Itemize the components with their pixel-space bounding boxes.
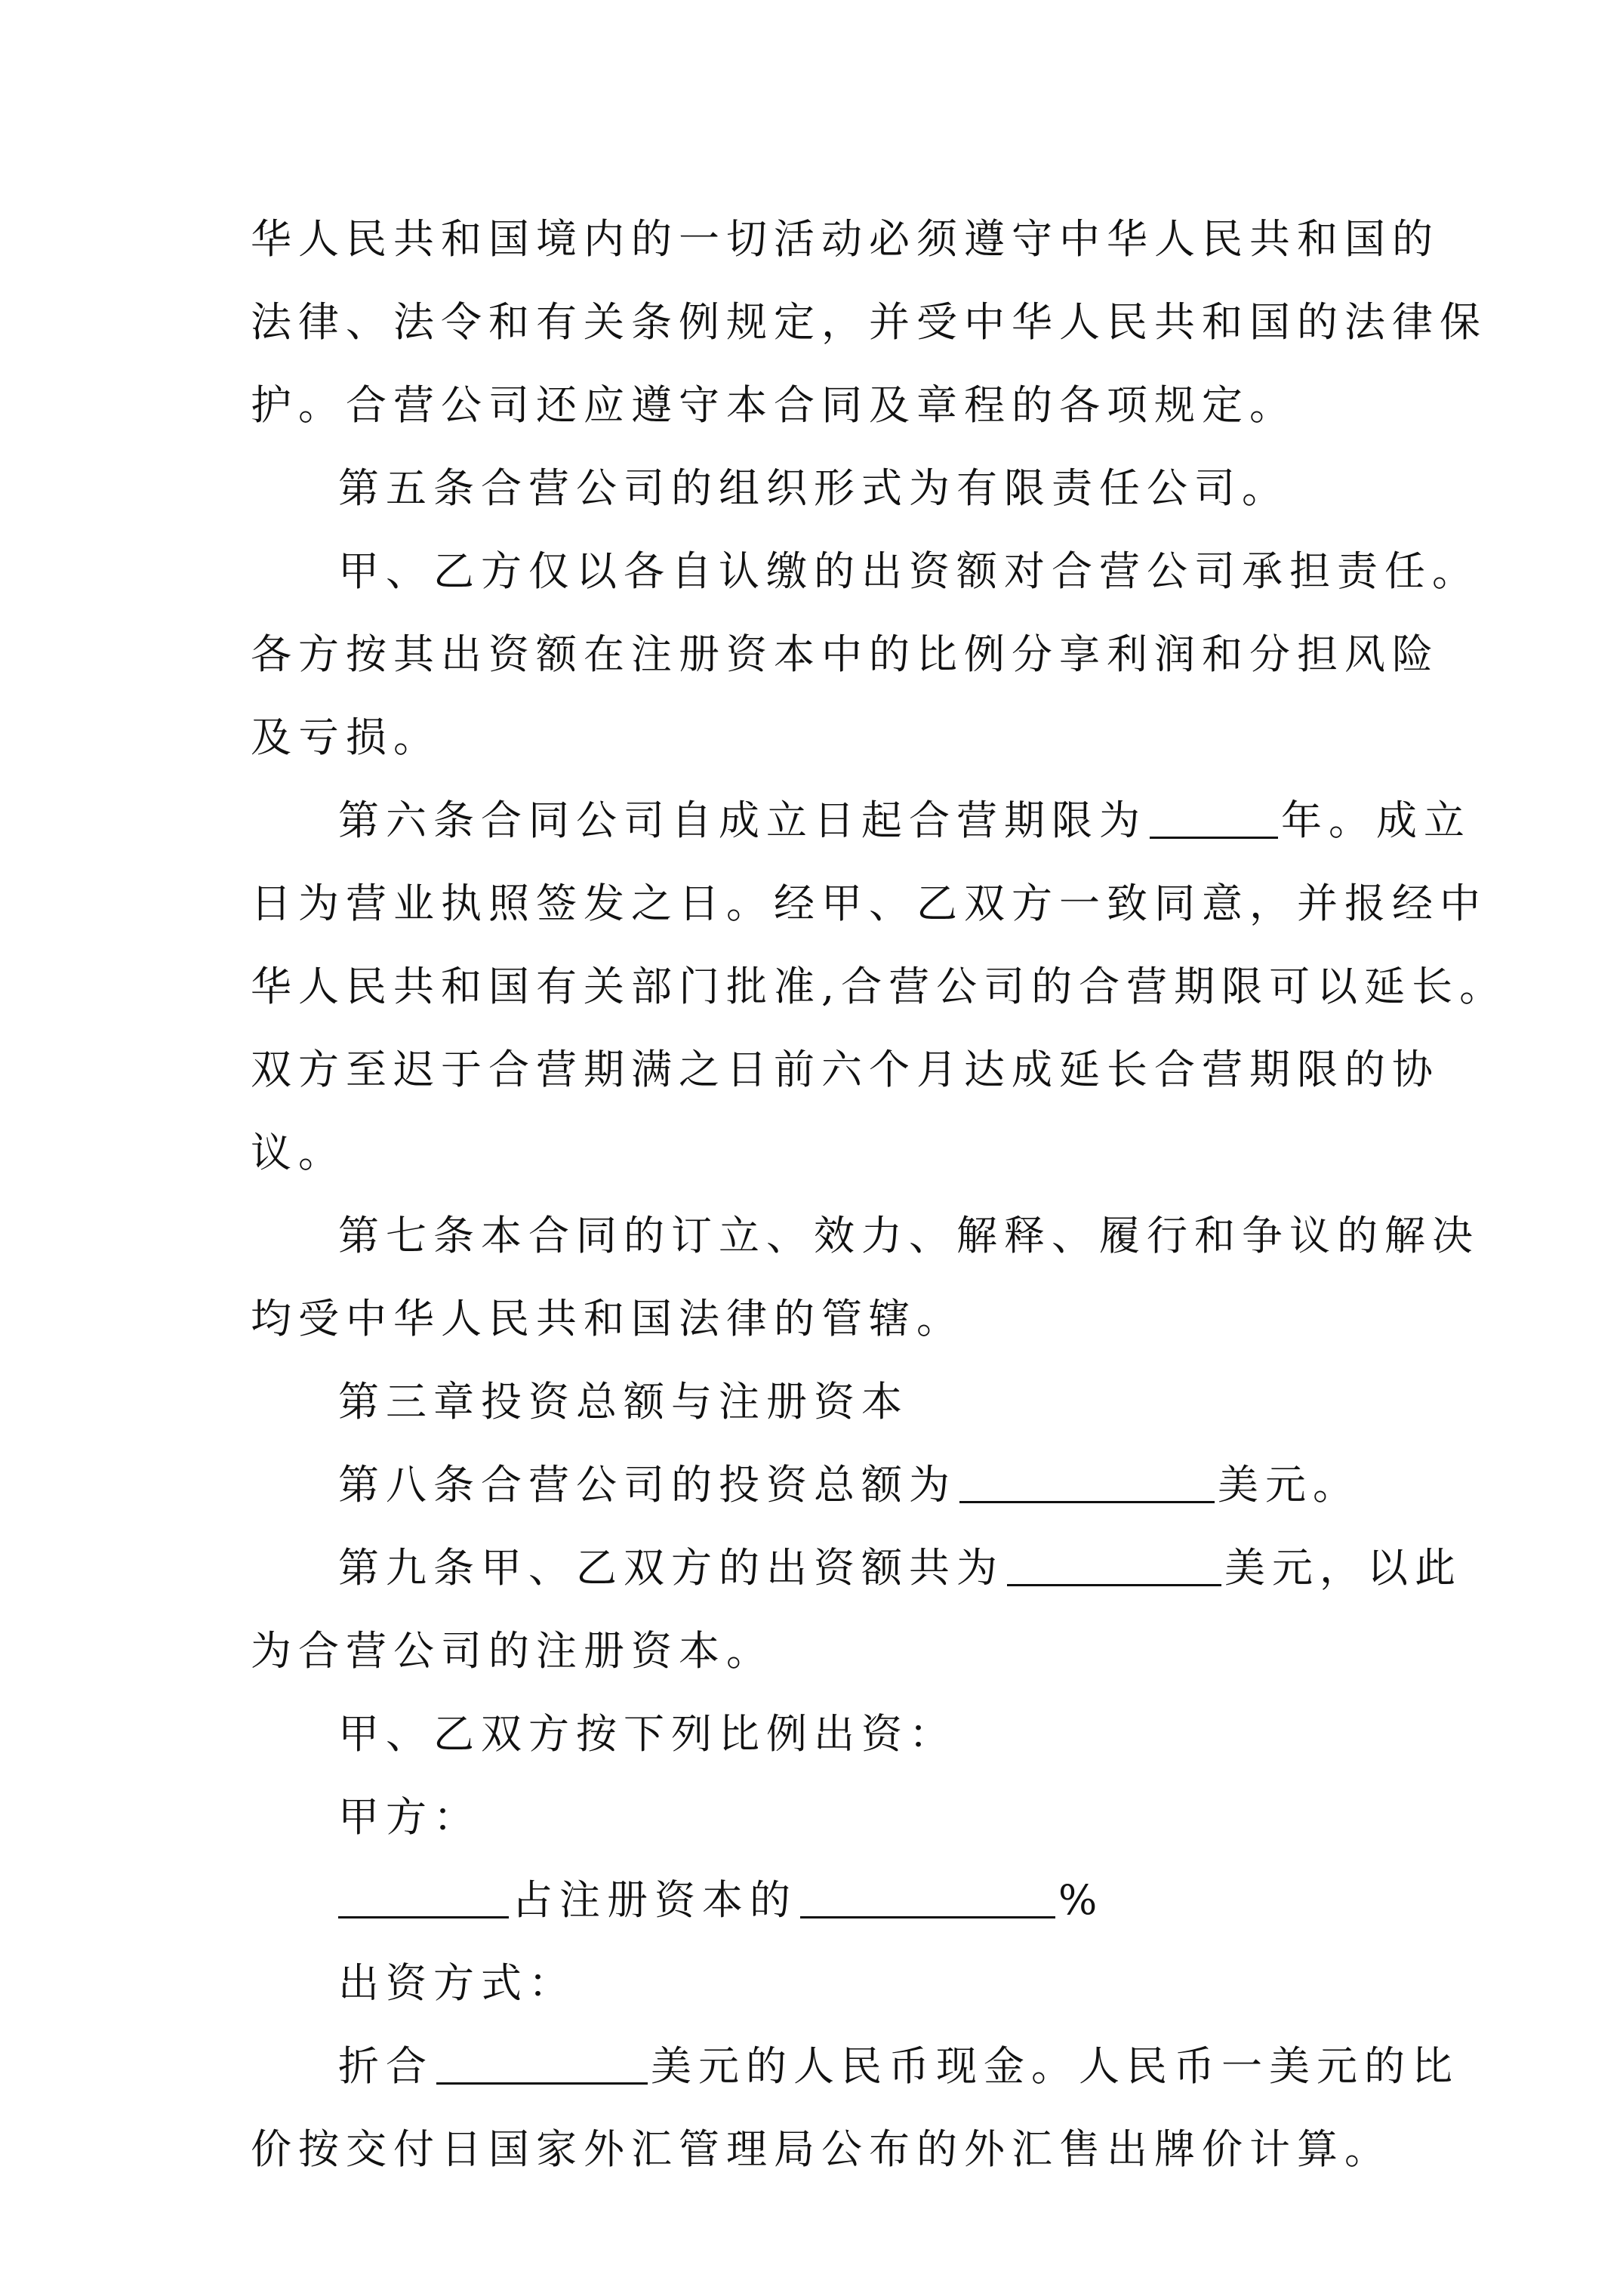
text-line: 各方按其出资额在注册资本中的比例分享利润和分担风险 [251,630,1440,678]
text-line: 华人民共和国境内的一切活动必须遵守中华人民共和国的 [251,215,1440,263]
text-line: 华人民共和国有关部门批准,合营公司的合营期限可以延长。 [251,963,1508,1010]
article-6-text-end: 年。成立 [1281,797,1471,844]
party-a-amount-blank[interactable] [338,1875,509,1918]
usd-amount-blank[interactable] [436,2042,648,2085]
article-8-text: 第八条合营公司的投资总额为 [338,1461,956,1509]
article-8-text-end: 美元。 [1218,1461,1360,1509]
document-body [251,198,1508,2191]
text-line: 法律、法令和有关条例规定，并受中华人民共和国的法律保 [251,298,1487,346]
party-a-label: 甲方： [338,1793,481,1841]
text-line: 双方至迟于合营期满之日前六个月达成延长合营期限的协 [251,1046,1440,1093]
percent-sign: % [1058,1876,1104,1924]
text-line: 甲、乙方仅以各自认缴的出资额对合营公司承担责任。 [338,547,1480,595]
text-line: 日为营业执照签发之日。经甲、乙双方一致同意，并报经中 [251,880,1487,927]
registered-capital-blank[interactable] [1007,1543,1221,1586]
method-text: 折合 [338,2042,433,2090]
contribution-method-label: 出资方式： [338,1959,576,2007]
term-years-blank[interactable] [1150,796,1278,839]
article-9-text-end: 美元，以此 [1224,1544,1462,1592]
chapter-3-heading: 第三章投资总额与注册资本 [338,1378,909,1425]
article-8 [251,1444,1383,1527]
article-7: 第七条本合同的订立、效力、解释、履行和争议的解决 [338,1212,1480,1259]
text-line: 均受中华人民共和国法律的管辖。 [251,1295,964,1342]
party-a-percent-blank[interactable] [800,1875,1055,1918]
text-line: 为合营公司的注册资本。 [251,1627,774,1675]
text-line: 议。 [251,1129,346,1176]
text-line: 价按交付日国家外汇管理局公布的外汇售出牌价计算。 [251,2125,1392,2173]
text-line: 甲、乙双方按下列比例出资： [338,1710,956,1758]
total-investment-blank[interactable] [959,1460,1215,1503]
article-9 [251,1527,1462,1610]
method-text-end: 美元的人民币现金。人民币一美元的比 [651,2042,1459,2090]
article-6-text: 第六条合同公司自成立日起合营期限为 [338,797,1147,844]
article-5: 第五条合营公司的组织形式为有限责任公司。 [338,464,1289,512]
text-line: 护。合营公司还应遵守本合同及章程的各项规定。 [251,381,1297,429]
article-6 [251,779,1471,862]
party-a-contribution [251,1859,1383,1942]
text-line: 及亏损。 [251,713,441,761]
contribution-method [251,2025,1459,2108]
article-9-text: 第九条甲、乙双方的出资额共为 [338,1544,1004,1592]
contribution-text: 占注册资本的 [512,1876,797,1924]
